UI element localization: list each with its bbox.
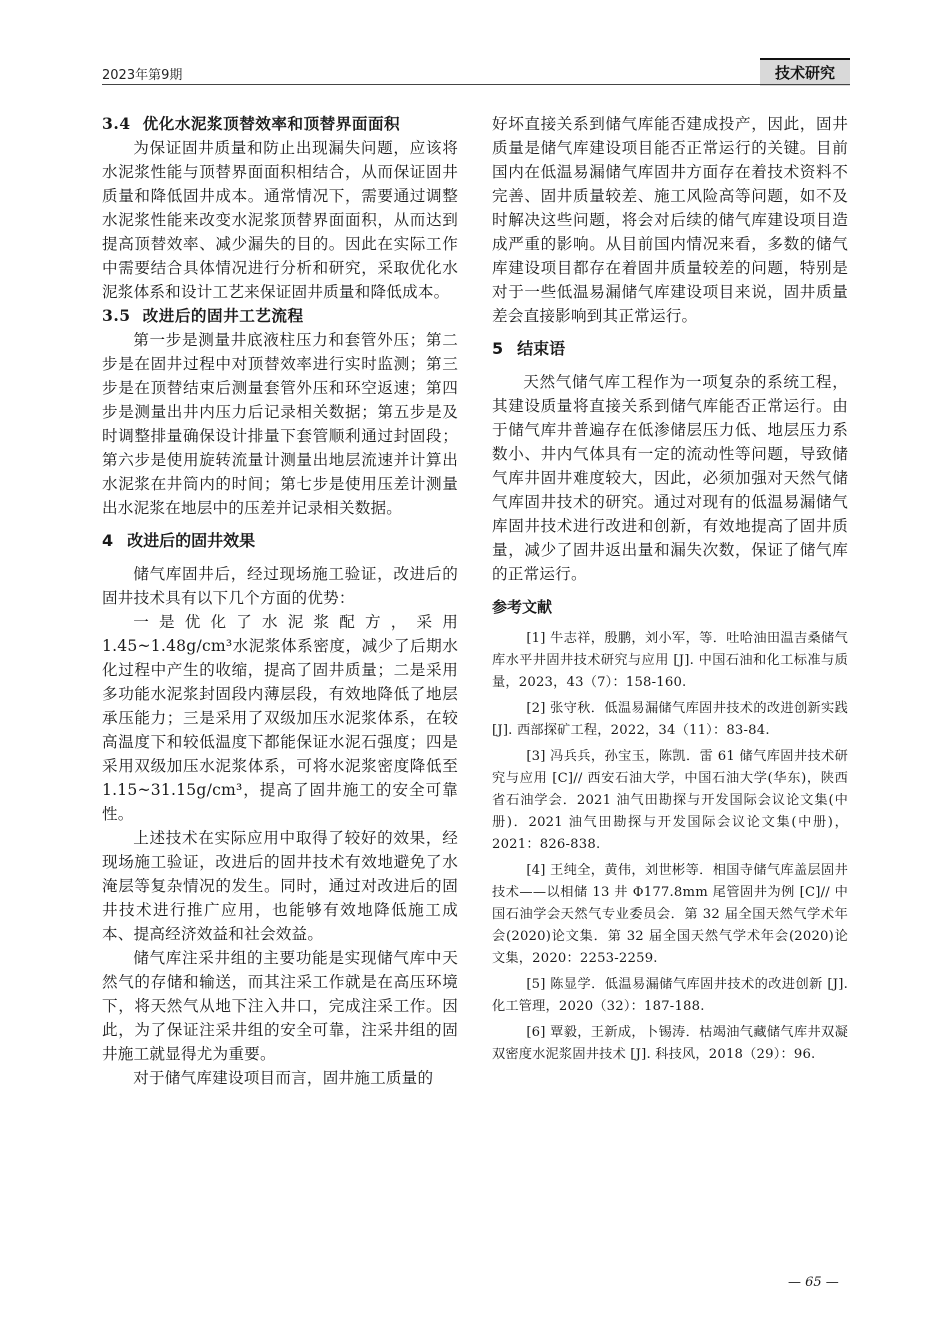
paragraph: 第一步是测量井底液柱压力和套管外压；第二步是在固井过程中对顶替效率进行实时监测；第三步是在顶替结束后测量套管外压和环空返速；第四步是测量出井内压力后记录相关数据；第五步是及时调整排量确保设计排量下套管顺利通过封固段；第六步是使用旋转流量计测量出地层流速并计算出水泥浆在井筒内的时间；第七步是使用压差计测量出水泥浆在地层中的压差并记录相关数据。 <box>102 331 458 517</box>
references-heading: 参考文献 <box>492 598 553 616</box>
subsection-heading-3-5 <box>102 304 458 328</box>
reference-item: [3] 冯兵兵，孙宝玉，陈凯．雷 61 储气库固井技术研究与应用 [C]// 西安石油大学，中国石油大学(华东)，陕西省石油学会．2021 油气田勘探与开发国际会议论文集(中册)．2021 油气田勘探与开发国际会议论文集(中册)，2021：826-838. <box>492 749 848 852</box>
paragraph: 对于储气库建设项目而言，固井施工质量的 <box>133 1069 434 1087</box>
reference-item: [4] 王纯全，黄伟，刘世彬等．相国寺储气库盖层固井技术——以相储 13 井 Φ177.8mm 尾管固井为例 [C]// 中国石油学会天然气专业委员会．第 32 届全国天然气学术年会(2020)论文集．第 32 届全国天然气学术年会(2020)论文集，2020：2253-2259. <box>492 863 848 966</box>
section-title: 改进后的固井效果 <box>127 531 256 550</box>
section-heading-5 <box>492 334 848 364</box>
right-column <box>492 112 848 1070</box>
reference-item: [2] 张守秋．低温易漏储气库固井技术的改进创新实践 [J]. 西部探矿工程，2022，34（11）：83-84. <box>492 701 848 738</box>
subsection-number: 3.5 <box>102 306 131 325</box>
reference-item: [5] 陈显学．低温易漏储气库固井技术的改进创新 [J]. 化工管理，2020（32）：187-188. <box>492 977 848 1014</box>
reference-item: [1] 牛志祥，殷鹏，刘小军，等．吐哈油田温吉桑储气库水平井固井技术研究与应用 [J]. 中国石油和化工标准与质量，2023，43（7）：158-160. <box>492 631 848 690</box>
subsection-number: 3.4 <box>102 114 131 133</box>
section-number: 4 <box>102 531 114 550</box>
journal-issue: 2023年第9期 <box>102 68 183 83</box>
paragraph: 一是优化了水泥浆配方，采用1.45~1.48g/cm³水泥浆体系密度，减少了后期水化过程中产生的收缩，提高了固井质量；二是采用多功能水泥浆封固段内薄层段，有效地降低了地层承压能力；三是采用了双级加压水泥浆体系，在较高温度下和较低温度下都能保证水泥石强度；四是采用双级加压水泥浆体系，可将水泥浆密度降低至1.15~31.15g/cm³，提高了固井施工的安全可靠性。 <box>102 613 458 823</box>
section-heading-4 <box>102 526 458 556</box>
paragraph: 天然气储气库工程作为一项复杂的系统工程，其建设质量将直接关系到储气库能否正常运行。由于储气库井普遍存在低渗储层压力低、地层压力系数小、井内气体具有一定的流动性等问题，导致储气库井固井难度较大，因此，必须加强对天然气储气库固井技术的研究。通过对现有的低温易漏储气库固井技术进行改进和创新，有效地提高了固井质量，减少了固井返出量和漏失次数，保证了储气库的正常运行。 <box>492 373 848 583</box>
section-title: 结束语 <box>517 339 566 358</box>
paragraph: 为保证固井质量和防止出现漏失问题，应该将水泥浆性能与顶替界面面积相结合，从而保证固井质量和降低固井成本。通常情况下，需要通过调整水泥浆性能来改变水泥浆顶替界面面积，从而达到提高顶替效率、减少漏失的目的。因此在实际工作中需要结合具体情况进行分析和研究，采取优化水泥浆体系和设计工艺来保证固井质量和降低成本。 <box>102 139 458 301</box>
paragraph: 储气库固井后，经过现场施工验证，改进后的固井技术具有以下几个方面的优势： <box>102 565 458 607</box>
reference-item: [6] 覃毅，王新成，卜锡涛．枯竭油气藏储气库井双凝双密度水泥浆固井技术 [J]. 科技风，2018（29）：96. <box>492 1025 848 1062</box>
subsection-title: 改进后的固井工艺流程 <box>142 306 304 325</box>
subsection-heading-3-4 <box>102 112 458 136</box>
section-badge: 技术研究 <box>760 58 850 86</box>
paragraph: 储气库注采井组的主要功能是实现储气库中天然气的存储和输送，而其注采工作就是在高压环境下，将天然气从地下注入井口，完成注采工作。因此，为了保证注采井组的安全可靠，注采井组的固井施工就显得尤为重要。 <box>102 949 458 1063</box>
paragraph: 上述技术在实际应用中取得了较好的效果，经现场施工验证，改进后的固井技术有效地避免了水淹层等复杂情况的发生。同时，通过对改进后的固井技术进行推广应用，也能够有效地降低施工成本、提高经济效益和社会效益。 <box>102 829 458 943</box>
page-number: — 65 — <box>788 1275 839 1290</box>
subsection-title: 优化水泥浆顶替效率和顶替界面面积 <box>142 114 401 133</box>
paragraph-continued: 好坏直接关系到储气库能否建成投产，因此，固井质量是储气库建设项目能否正常运行的关键。目前国内在低温易漏储气库固井方面存在着技术资料不完善、固井质量较差、施工风险高等问题，如不及时解决这些问题，将会对后续的储气库建设项目造成严重的影响。从目前国内情况来看，多数的储气库建设项目都存在着固井质量较差的问题，特别是对于一些低温易漏储气库建设项目来说，固井质量差会直接影响到其正常运行。 <box>492 115 848 325</box>
left-column <box>102 112 458 1090</box>
header-divider <box>102 84 850 85</box>
section-number: 5 <box>492 339 504 358</box>
